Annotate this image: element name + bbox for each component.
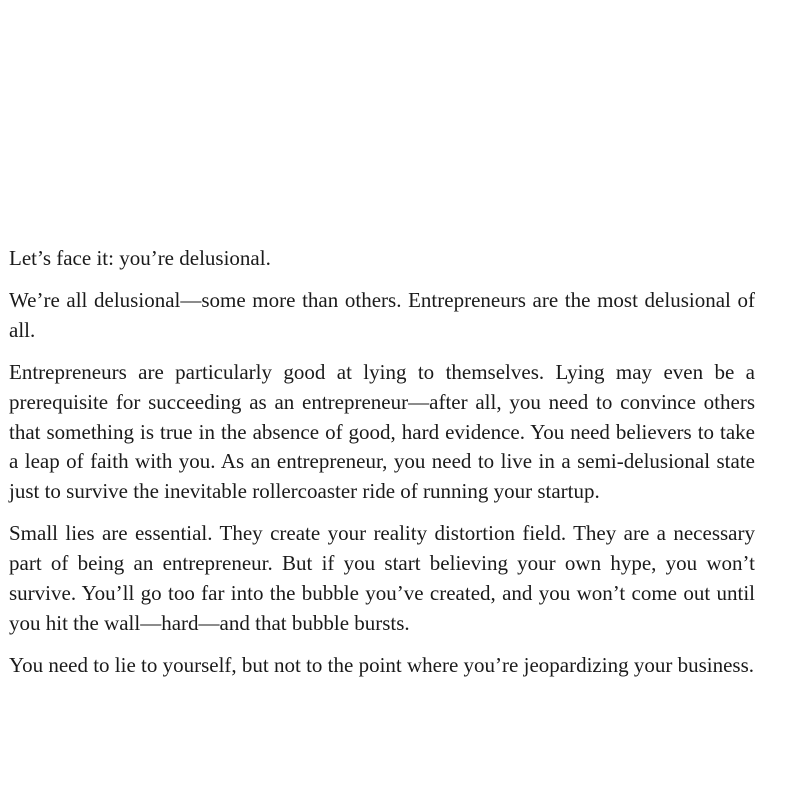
paragraph-2: We’re all delusional—some more than others. Entrepreneurs are the most delusional of all. <box>9 287 755 342</box>
paragraph-5: You need to lie to yourself, but not to the point where you’re jeopardizing your business. <box>9 652 754 677</box>
paragraph-3: Entrepreneurs are particularly good at lying to themselves. Lying may even be a prerequisite for succeeding as an entrepreneur—after all, you need to convince others that something is true in the absence of good, hard evidence. You need believers to take a leap of faith with you. As an entrepreneur, you need to live in a semi-delusional state just to survive the inevitable rollercoaster ride of running your startup. <box>9 359 755 504</box>
paragraph-1: Let’s face it: you’re delusional. <box>9 246 271 270</box>
paragraph-4: Small lies are essential. They create your reality distortion field. They are a necessary part of being an entrepreneur. But if you start believing your own hype, you won’t survive. You’ll go too far into the bubble you’ve created, and you won’t come out until you hit the wall—hard—and that bubble bursts. <box>9 521 755 635</box>
page-body <box>9 244 755 693</box>
